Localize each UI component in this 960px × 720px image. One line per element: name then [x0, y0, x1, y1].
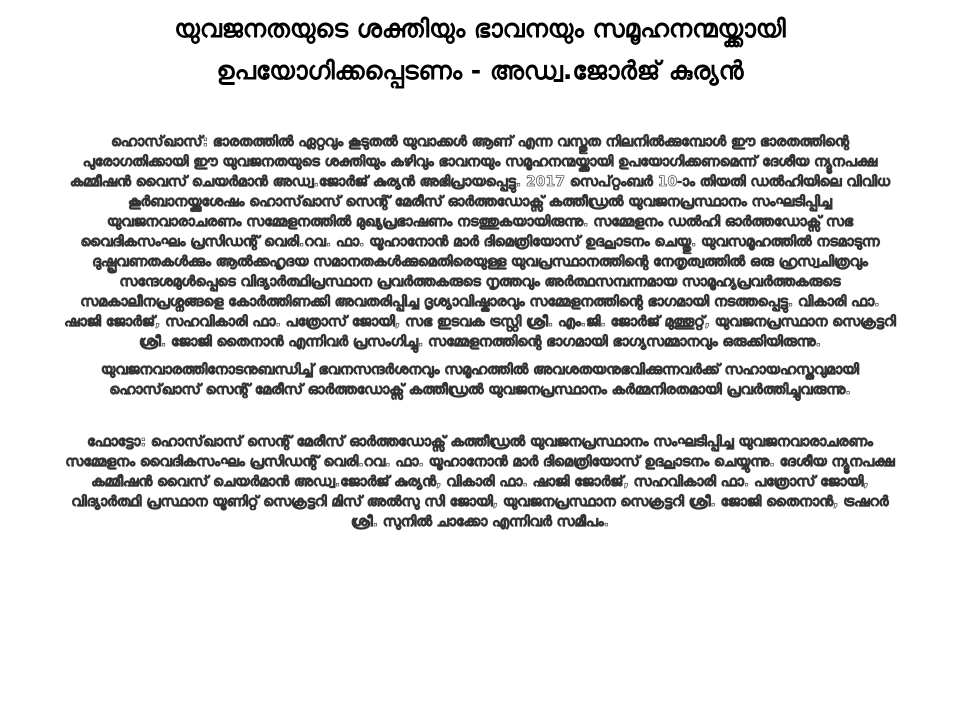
spacer [0, 92, 960, 132]
article-paragraph-main: ഹൊസ്‌ഖാസ്: ഭാരതത്തിൽ ഏറ്റവും കൂടുതൽ യുവാക്കൾ ആണ് എന്ന വസ്തുത നിലനിൽക്കുമ്പോൾ ഈ ഭാരതത്തിന്റെ പുരോഗതിക്കായി ഈ യുവജനതയുടെ ശക്തിയും കഴിവും ഭാവനയും സമൂഹനന്മയ്ക്കായി ഉപയോഗിക്കണമെന്ന് ദേശീയ ന്യൂനപക്ഷ കമ്മീഷൻ വൈസ് ചെയർമാൻ അഡ്വ.ജോർജ് കുര്യൻ അഭിപ്രായപ്പെട്ടു. 2017 സെപ്റ്റംബർ 10-ാം തിയതി ഡൽഹിയിലെ വിവിധ കൂർബാനയ്ക്കുശേഷം ഹൊസ്‌ഖാസ് സെന്റ് മേരീസ് ഓർത്തഡോക്സ് കത്തീഡ്രൽ യുവജനപ്രസ്ഥാനം സംഘടിപ്പിച്ച യുവജനവാരാചരണം സമ്മേളനത്തിൽ മുഖ്യപ്രഭാഷണം നടത്തുകയായിരുന്നു. സമ്മേളനം ഡൽഹി ഓർത്തഡോക്സ് സഭ വൈദികസംഘം പ്രസിഡന്റ് വെരി.റവ. ഫാ. യൂഹാനോൻ മാർ ദിമെത്രിയോസ് ഉദ്ഘാടനം ചെയ്തു. യുവസമൂഹത്തിൽ നടമാടുന്ന ദുഷ്പ്രവണതകൾക്കും ആൽക്കഹൃദയ സമാനതകൾക്കുമെതിരെയുള്ള യുവപ്രസ്ഥാനത്തിന്റെ നേതൃത്വത്തിൽ ഒരു ഹ്രസ്വചിത്രവും സന്ദേശമുൾപ്പെടെ വിദ്യാർത്ഥിപ്രസ്ഥാന പ്രവർത്തകരുടെ നൃത്തവും അർത്ഥസമ്പന്നമായ സാമൂഹ്യപ്രവർത്തകരുടെ സമകാലീനപ്രശ്നങ്ങളെ കോർത്തിണക്കി അവതരിപ്പിച്ച ദൃശ്യാവിഷ്കാരവും സമ്മേളനത്തിന്റെ ഭാഗമായി നടത്തപ്പെട്ടു. വികാരി ഫാ. ഷാജി ജോർജ്, സഹവികാരി ഫാ. പത്രോസ് ജോയി, സഭ ഇടവക ട്രസ്റ്റി ശ്രീ. എം.ജി. ജോർജ് മുത്തൂറ്റ്, യുവജനപ്രസ്ഥാന സെക്രട്ടറി ശ്രീ. ജോജി തൈനാൻ എന്നിവർ പ്രസംഗിച്ചു. സമ്മേളനത്തിന്റെ ഭാഗമായി ഭാഗ്യസമ്മാനവും ഒരുക്കിയിരുന്നു. [64, 134, 896, 350]
article-paragraph-activities: യുവജനവാരത്തിനോടനുബന്ധിച്ച് ഭവനസന്ദർശനവും സമൂഹത്തിൽ അവശതയനുഭവിക്കുന്നവർക്ക് സഹായഹസ്തവുമായി ഹൊസ്‌ഖാസ് സെന്റ് മേരീസ് ഓർത്തഡോക്സ് കത്തീഡ്രൽ യുവജനപ്രസ്ഥാനം കർമ്മനിരതമായി പ്രവർത്തിച്ചുവരുന്നു. [101, 362, 859, 398]
headline-line-1: യുവജനതയുടെ ശക്തിയും ഭാവനയും സമൂഹനന്മയ്ക്കായി [174, 14, 786, 43]
photo-caption: ഫോട്ടോ: ഹൊസ്‌ഖാസ് സെന്റ് മേരീസ് ഓർത്തഡോക്സ് കത്തീഡ്രൽ യുവജനപ്രസ്ഥാനം സംഘടിപ്പിച്ച യുവജനവാരാചരണം സമ്മേളനം വൈദികസംഘം പ്രസിഡന്റ് വെരി.റവ. ഫാ. യൂഹാനോൻ മാർ ദിമെത്രിയോസ് ഉദ്ഘാടനം ചെയ്യുന്നു. ദേശീയ ന്യൂനപക്ഷ കമ്മീഷൻ വൈസ് ചെയർമാൻ അഡ്വ.ജോർജ് കുര്യൻ, വികാരി ഫാ. ഷാജി ജോർജ്, സഹവികാരി ഫാ. പത്രോസ് ജോയി, വിദ്യാർത്ഥി പ്രസ്ഥാന യൂണിറ്റ് സെക്രട്ടറി മിസ് അൽസു സി ജോയി, യുവജനപ്രസ്ഥാന സെക്രട്ടറി ശ്രീ. ജോജി തൈനാൻ, ട്രഷറർ ശ്രീ. സുനിൽ ചാക്കോ എന്നിവർ സമീപം. [65, 434, 895, 530]
spacer [60, 352, 900, 360]
headline-line-2: ഉപയോഗിക്കപ്പെടണം - അഡ്വ.ജോർജ് കുര്യൻ [216, 56, 744, 85]
spacer [60, 400, 900, 432]
article-body [60, 132, 900, 532]
